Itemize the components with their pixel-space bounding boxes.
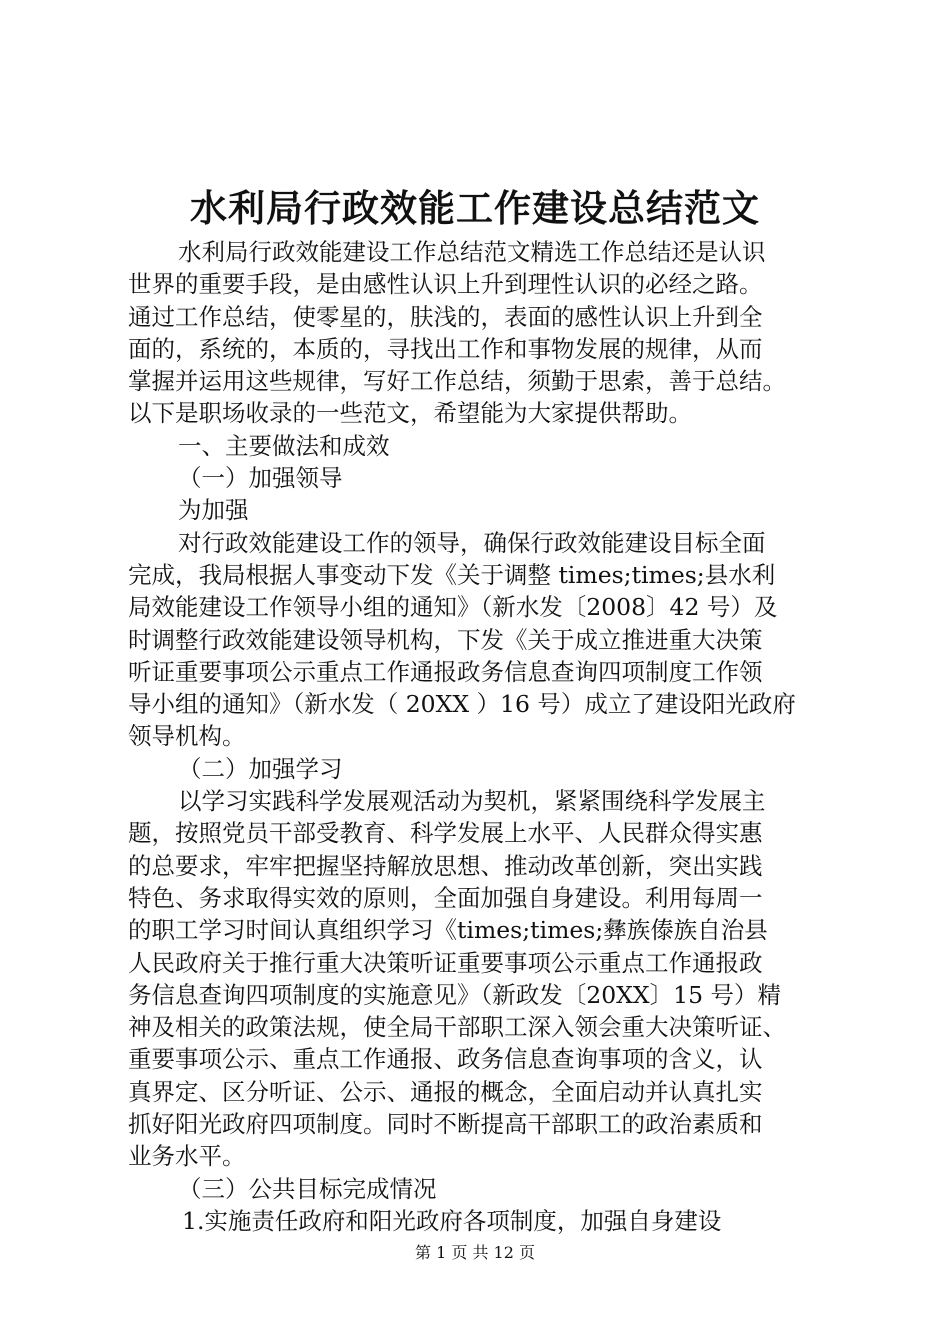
- text-line: 以学习实践科学发展观活动为契机，紧紧围绕科学发展主: [178, 787, 766, 816]
- text-line: 通过工作总结，使零星的，肤浅的，表面的感性认识上升到全: [128, 302, 763, 331]
- text-line: （三）公共目标完成情况: [178, 1174, 437, 1203]
- text-line: 抓好阳光政府四项制度。同时不断提高干部职工的政治素质和: [128, 1110, 763, 1139]
- text-line: （一）加强领导: [178, 464, 343, 493]
- text-line: 对行政效能建设工作的领导，确保行政效能建设目标全面: [178, 528, 766, 557]
- text-line: 1.实施责任政府和阳光政府各项制度，加强自身建设: [182, 1206, 722, 1235]
- text-line: 业务水平。: [128, 1142, 246, 1171]
- text-line: 世界的重要手段，是由感性认识上升到理性认识的必经之路。: [128, 270, 763, 299]
- text-line: 以下是职场收录的一些范文，希望能为大家提供帮助。: [128, 399, 692, 428]
- text-line: （二）加强学习: [178, 754, 343, 783]
- text-line: 的职工学习时间认真组织学习《times;times;彝族傣族自治县: [128, 916, 768, 945]
- text-line: 的总要求，牢牢把握坚持解放思想、推动改革创新，突出实践: [128, 851, 763, 880]
- text-line: 掌握并运用这些规律，写好工作总结，须勤于思索，善于总结。: [128, 367, 786, 396]
- document-title: 水利局行政效能工作建设总结范文: [190, 186, 760, 230]
- text-line: 务信息查询四项制度的实施意见》（新政发〔20XX〕15 号）精: [128, 980, 781, 1009]
- text-line: 时调整行政效能建设领导机构，下发《关于成立推进重大决策: [128, 625, 763, 654]
- text-line: 水利局行政效能建设工作总结范文精选工作总结还是认识: [178, 238, 766, 266]
- text-line: 重要事项公示、重点工作通报、政务信息查询事项的含义，认: [128, 1045, 763, 1074]
- text-line: 面的，系统的，本质的，寻找出工作和事物发展的规律，从而: [128, 334, 763, 363]
- text-line: 题，按照党员干部受教育、科学发展上水平、人民群众得实惠: [128, 819, 763, 848]
- page-footer: 第 1 页 共 12 页: [415, 1243, 535, 1262]
- text-line: 一、主要做法和成效: [178, 431, 390, 460]
- text-line: 听证重要事项公示重点工作通报政务信息查询四项制度工作领: [128, 657, 763, 686]
- text-line: 完成，我局根据人事变动下发《关于调整 times;times;县水利: [128, 560, 776, 589]
- text-line: 真界定、区分听证、公示、通报的概念，全面启动并认真扎实: [128, 1077, 763, 1106]
- text-line: 人民政府关于推行重大决策听证重要事项公示重点工作通报政: [128, 948, 763, 977]
- text-line: 为加强: [178, 496, 249, 525]
- text-line: 导小组的通知》（新水发（ 20XX ）16 号）成立了建设阳光政府: [128, 690, 796, 719]
- text-line: 领导机构。: [128, 722, 246, 751]
- text-line: 神及相关的政策法规，使全局干部职工深入领会重大决策听证、: [128, 1013, 786, 1042]
- text-line: 局效能建设工作领导小组的通知》（新水发〔2008〕42 号）及: [128, 593, 778, 622]
- document-body: [128, 236, 848, 1237]
- text-line: 特色、务求取得实效的原则，全面加强自身建设。利用每周一: [128, 883, 763, 912]
